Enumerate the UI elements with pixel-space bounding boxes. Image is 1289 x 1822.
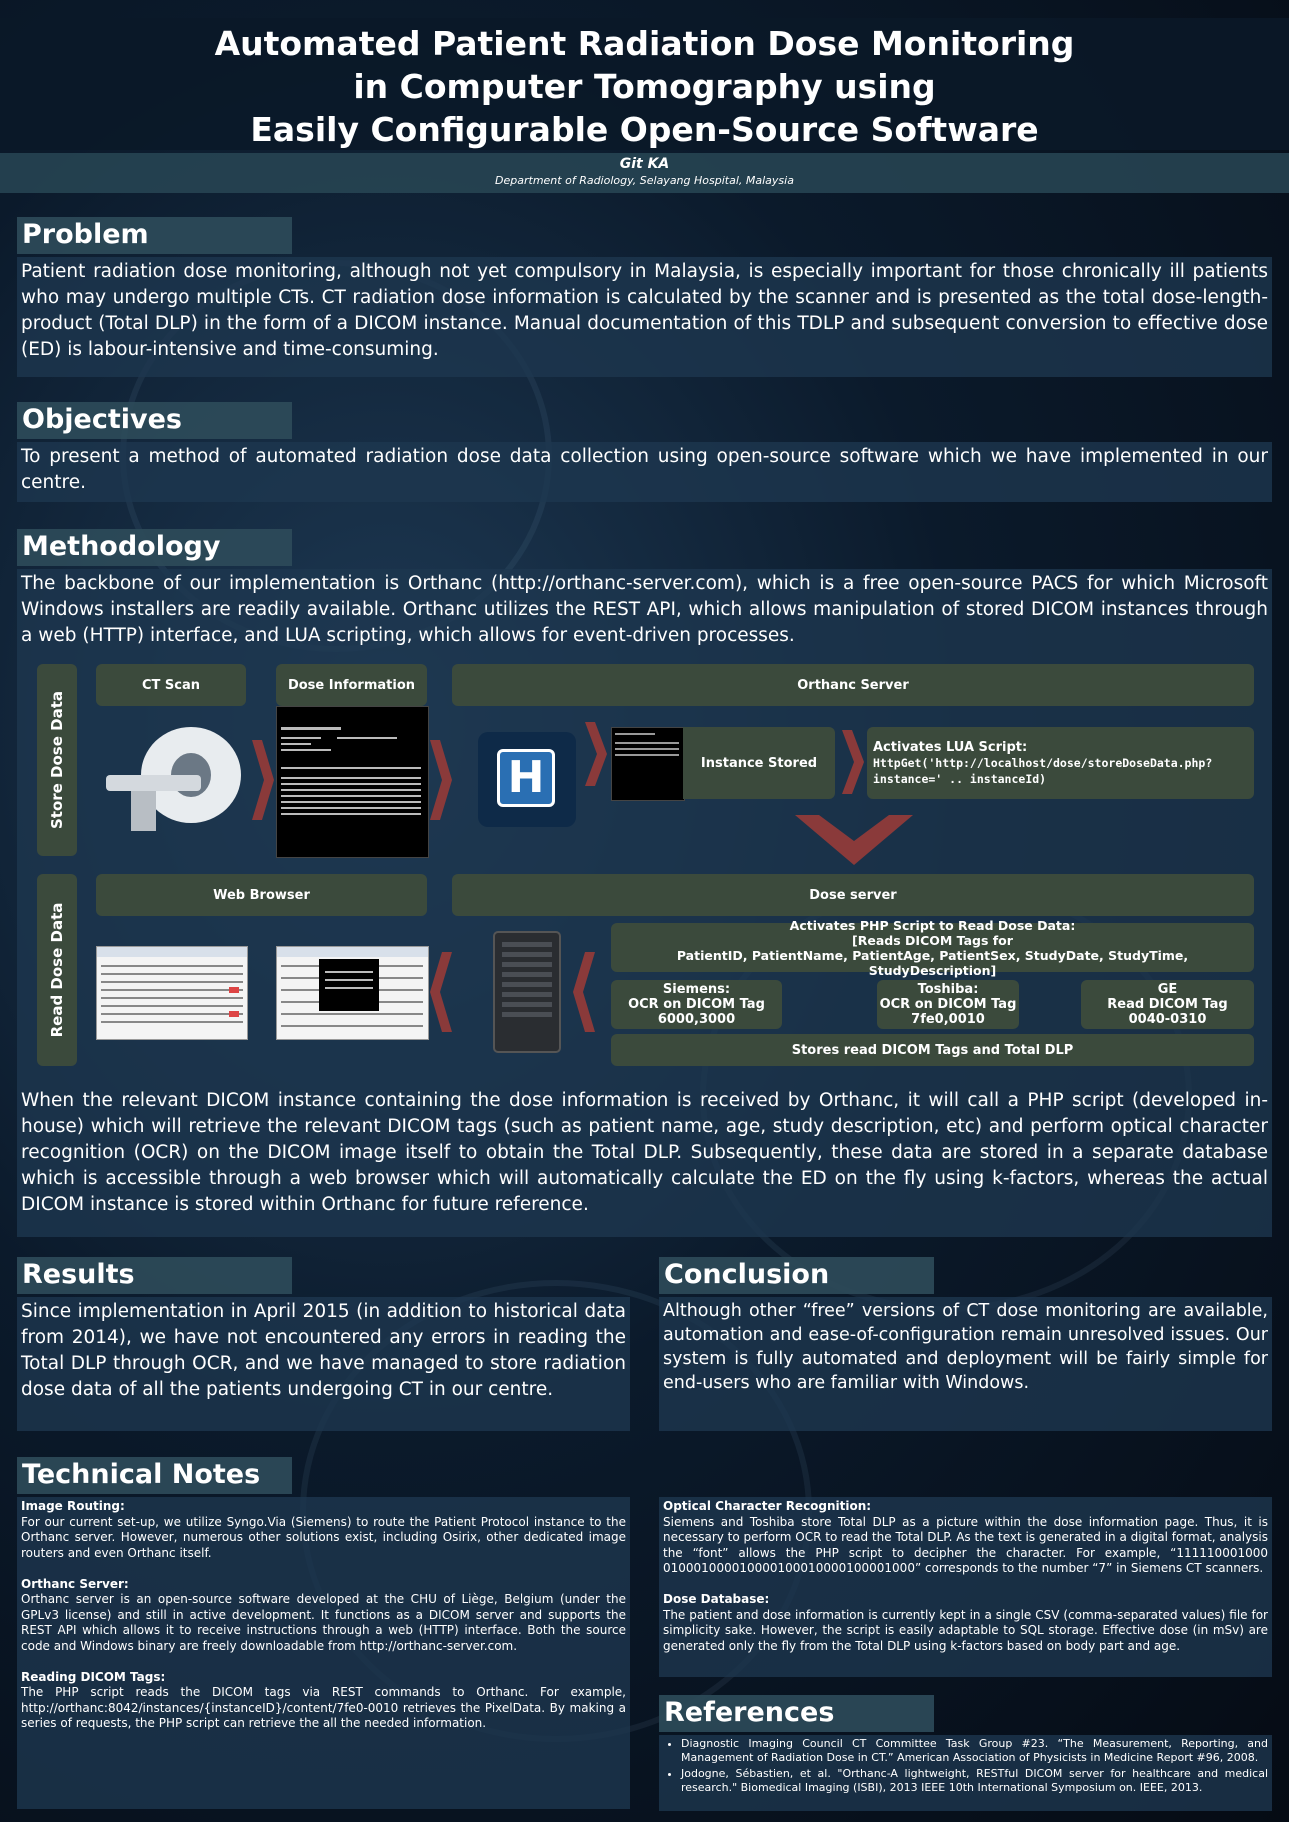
ocr-heading: Optical Character Recognition:: [663, 1499, 872, 1513]
reference-item: • Jodogne, Sébastien, et al. "Orthanc-A lightweight, RESTful DICOM server for healthcare and medical research." Biomedical Imaging (ISBI), 2013 IEEE 10th International Symposium on. IEEE, 2013.: [681, 1767, 1268, 1795]
php-script-box: [611, 917, 1254, 978]
ocr-text: Siemens and Toshiba store Total DLP as a picture within the dose information page. Thus, it is necessary to perform OCR to read the Total DLP. As the text is generated in a digital format, analysis the “font” allows the PHP script to decipher the character. For example, “111110001000 010001000010000100010000100001000” corresponds to the number “7” in Siemens CT scanners.: [663, 1514, 1268, 1575]
hospital-icon: H: [478, 732, 576, 827]
lua-script-code: HttpGet('http://localhost/dose/storeDoseData.php?instance=' .. instanceId): [873, 755, 1213, 786]
arrow-right-icon: [842, 730, 864, 794]
arrow-right-icon: [252, 740, 274, 820]
poster-title: Automated Patient Radiation Dose Monitoring in Computer Tomography using Easily Configurable Open-Source Software: [214, 24, 1075, 149]
orthanc-server-text: Orthanc server is an open-source software developed at the CHU of Liège, Belgium (under the GPLv3 license) and still in active development. It functions as a DICOM server and supports the REST API which allows it to receive instructions through a web (HTTP) interface. Both the source code and Windows binary are freely downloadable from http://orthanc-server.com.: [21, 1592, 626, 1653]
dose-server-label: Dose server: [452, 874, 1254, 916]
orthanc-screen-thumbnail: [611, 727, 685, 801]
results-heading: Results: [17, 1257, 292, 1294]
image-routing-heading: Image Routing:: [21, 1499, 125, 1513]
ge-box: GE Read DICOM Tag 0040-0310: [1081, 980, 1254, 1029]
technical-notes-right: [659, 1497, 1272, 1677]
stores-dicom-box: Stores read DICOM Tags and Total DLP: [611, 1034, 1254, 1066]
author: Git KA: [619, 156, 670, 172]
methodology-text-2: When the relevant DICOM instance containing the dose information is received by Orthanc, it will call a PHP script (developed in-house) which will retrieve the relevant DICOM tags (such as patient name, age, study description, etc) and perform optical character recognition (OCR) on the DICOM image itself to obtain the Total DLP. Subsequently, these data are stored in a separate database which is accessible through a web browser which will automatically calculate the ED on the fly using k-factors, whereas the actual DICOM instance is stored within Orthanc for future reference.: [21, 1090, 1268, 1215]
methodology-text: The backbone of our implementation is Orthanc (http://orthanc-server.com), which is a free open-source PACS for which Microsoft Windows installers are readily available. Orthanc utilizes the REST API, which allows manipulation of stored DICOM instances through a web (HTTP) interface, and LUA scripting, which allows for event-driven processes.: [21, 573, 1268, 646]
lua-script-title: Activates LUA Script:: [873, 739, 1028, 755]
browser-screenshot-with-dose: [276, 946, 429, 1040]
dose-information-label: Dose Information: [276, 664, 427, 706]
image-routing-text: For our current set-up, we utilize Syngo.Via (Siemens) to route the Patient Protocol instance to the Orthanc server. However, numerous other solutions exist, including Osirix, other dedicated image routers and even Orthanc itself.: [21, 1514, 626, 1560]
ct-scanner-icon: [96, 720, 251, 840]
affiliation: Department of Radiology, Selayang Hospital, Malaysia: [495, 174, 794, 187]
arrow-right-icon: [585, 722, 607, 786]
orthanc-server-heading: Orthanc Server:: [21, 1576, 129, 1591]
lua-script-box: [867, 727, 1254, 799]
arrow-right-icon: [430, 740, 452, 820]
siemens-box: Siemens: OCR on DICOM Tag 6000,3000: [611, 980, 782, 1029]
orthanc-server-label: Orthanc Server: [452, 664, 1254, 706]
server-tower-icon: [486, 930, 568, 1056]
php-line-3: PatientID, PatientName, PatientAge, PatientSex, StudyDate, StudyTime, StudyDescription]: [676, 947, 1189, 978]
poster-header: [0, 18, 1289, 150]
technical-notes-left: [17, 1497, 630, 1809]
reading-dicom-heading: Reading DICOM Tags:: [21, 1669, 166, 1684]
dose-database-text: The patient and dose information is currently kept in a single CSV (comma-separated values) file for simplicity sake. However, the script is easily adaptable to SQL storage. Effective dose (in mSv) are generated only the fly from the Total DLP using k-factors based on body part and age.: [663, 1607, 1268, 1653]
web-browser-label: Web Browser: [96, 874, 427, 916]
problem-text: Patient radiation dose monitoring, although not yet compulsory in Malaysia, is especially important for those chronically ill patients who may undergo multiple CTs. CT radiation dose information is calculated by the scanner and is presented as the total dose-length-product (Total DLP) in the form of a DICOM instance. Manual documentation of this TDLP and subsequent conversion to effective dose (ED) is labour-intensive and time-consuming.: [17, 257, 1272, 377]
references-heading: References: [659, 1695, 934, 1732]
reading-dicom-text: The PHP script reads the DICOM tags via REST commands to Orthanc. For example, http://orthanc:8042/instances/{instanceID}/content/7fe0-0010 retrieves the PixelData. By making a series of requests, the PHP script can retrieve the all the needed information.: [21, 1685, 626, 1730]
objectives-text: To present a method of automated radiation dose data collection using open-source software which we have implemented in our centre.: [17, 442, 1272, 502]
problem-heading: Problem: [17, 217, 292, 254]
php-line-1: Activates PHP Script to Read Dose Data:: [789, 917, 1076, 933]
read-dose-data-label: Read Dose Data: [37, 874, 77, 1066]
reference-item: • Diagnostic Imaging Council CT Committee Task Group #23. “The Measurement, Reporting, and Management of Radiation Dose in CT.” American Association of Physicists in Medicine Report #96, 2008.: [681, 1737, 1268, 1765]
toshiba-box: Toshiba: OCR on DICOM Tag 7fe0,0010: [877, 980, 1019, 1029]
browser-screenshot: [96, 946, 248, 1040]
store-dose-data-label: Store Dose Data: [37, 664, 77, 856]
technical-notes-heading: Technical Notes: [17, 1457, 292, 1494]
objectives-heading: Objectives: [17, 402, 292, 439]
methodology-heading: Methodology: [17, 529, 292, 566]
arrow-left-icon: [573, 952, 595, 1032]
results-text: Since implementation in April 2015 (in addition to historical data from 2014), we have not encountered any errors in reading the Total DLP through OCR, and we have managed to store radiation dose data of all the patients undergoing CT in our centre.: [17, 1297, 630, 1431]
arrow-left-icon: [430, 952, 452, 1032]
arrow-down-icon: [795, 815, 913, 865]
instance-stored-box: Instance Stored: [683, 727, 835, 799]
dose-information-screen: [276, 706, 429, 858]
conclusion-heading: Conclusion: [659, 1257, 934, 1294]
conclusion-text: Although other “free” versions of CT dose monitoring are available, automation and ease-of-configuration remain unresolved issues. Our system is fully automated and deployment will be fairly simple for end-users who are familiar with Windows.: [659, 1297, 1272, 1431]
dose-database-heading: Dose Database:: [663, 1592, 770, 1606]
author-bar: [0, 153, 1289, 193]
php-line-2: [Reads DICOM Tags for: [852, 932, 1013, 948]
references-panel: [659, 1735, 1272, 1811]
ct-scan-label: CT Scan: [96, 664, 246, 706]
